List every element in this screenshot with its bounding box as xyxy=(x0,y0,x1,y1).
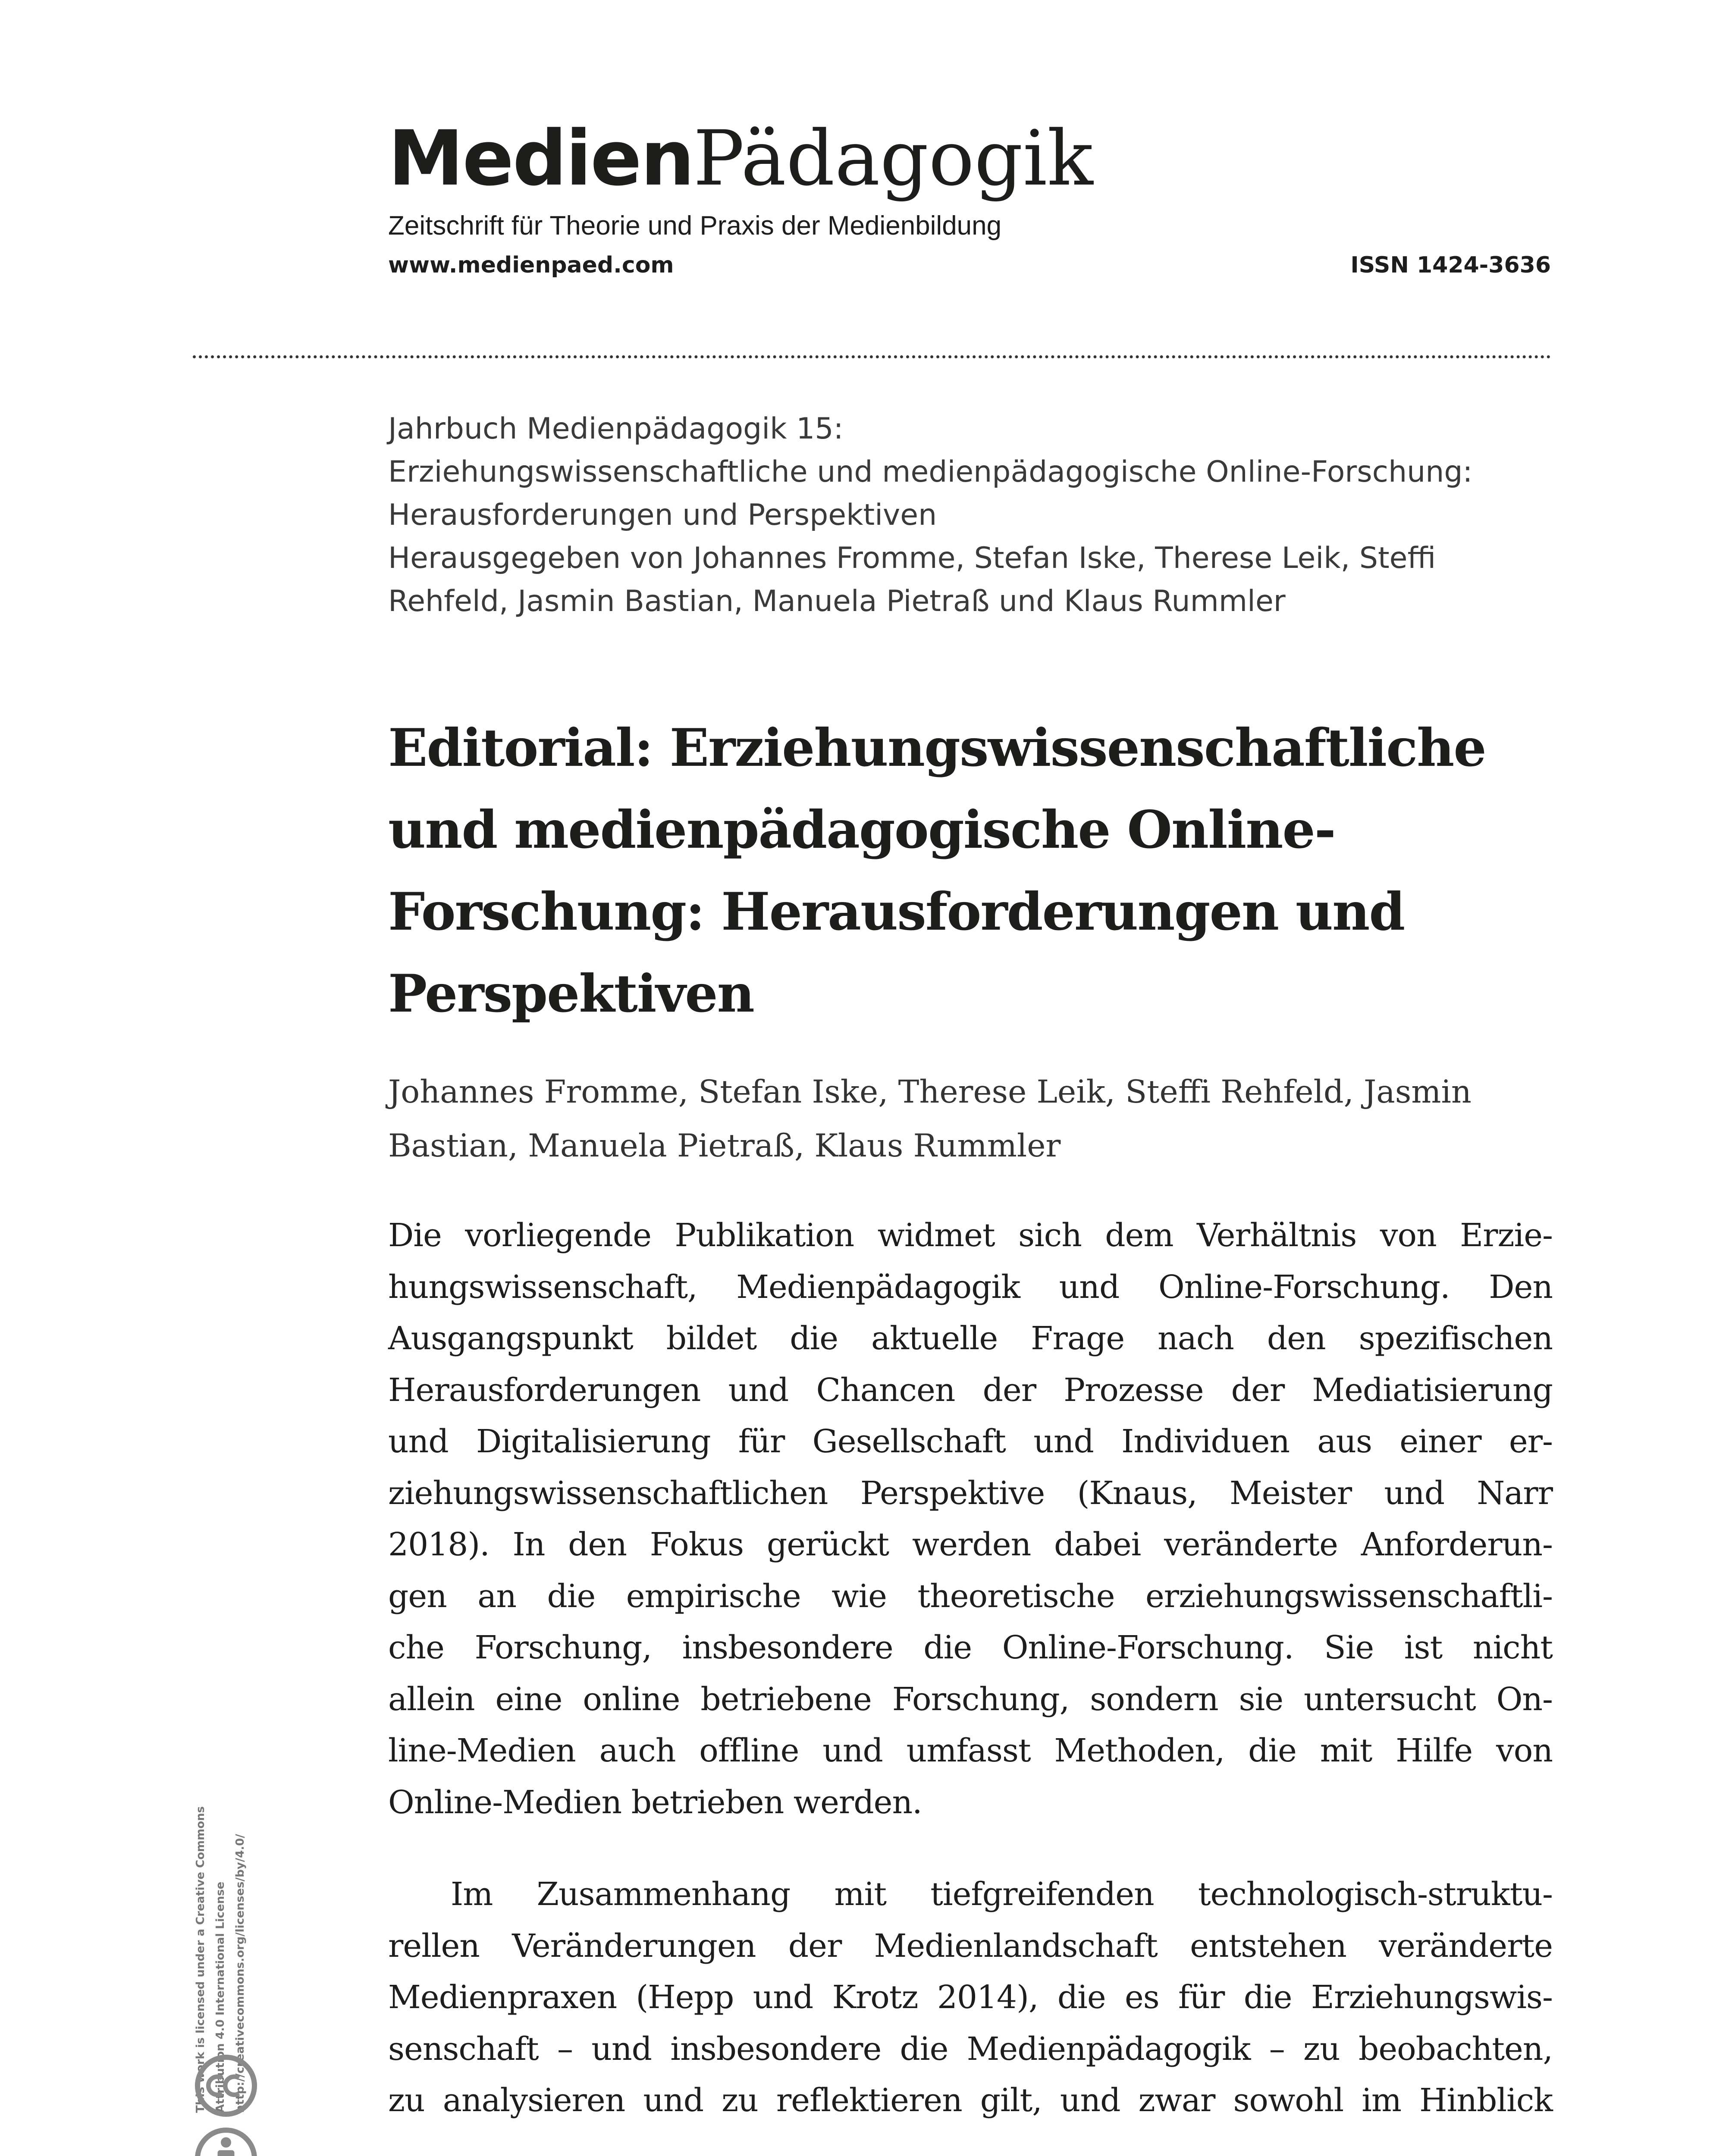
title-line: Forschung: Herausforderungen und xyxy=(388,881,1405,942)
body-paragraph-2 xyxy=(388,1869,1553,2127)
text-line: rellen Veränderungen der Medienlandschaft entstehen veränderte xyxy=(388,1927,1553,1965)
text-line: zu analysieren und zu reflektieren gilt, und zwar sowohl im Hinblick xyxy=(388,2082,1553,2119)
yearbook-line: Jahrbuch Medienpädagogik 15: xyxy=(388,412,844,446)
author-line: Johannes Fromme, Stefan Iske, Therese Leik, Steffi Rehfeld, Jasmin xyxy=(388,1074,1472,1110)
text-line: Ausgangspunkt bildet die aktuelle Frage nach den spezifischen xyxy=(388,1320,1553,1357)
text-line: gen an die empirische wie theoretische erziehungswissenschaftli- xyxy=(388,1577,1553,1615)
text-line: ziehungswissenschaftlichen Perspektive (Knaus, Meister und Narr xyxy=(388,1474,1553,1512)
text-line: und Digitalisierung für Gesellschaft und Individuen aus einer er- xyxy=(388,1423,1553,1460)
yearbook-line: Erziehungswissenschaftliche und medienpädagogische Online-Forschung: xyxy=(388,455,1473,489)
title-line: Perspektiven xyxy=(388,963,754,1024)
creative-commons-icon xyxy=(194,2053,258,2118)
header-divider xyxy=(193,355,1551,358)
journal-url[interactable]: www.medienpaed.com xyxy=(388,252,674,278)
text-line: allein eine online betriebene Forschung, sondern sie untersucht On- xyxy=(388,1680,1553,1718)
text-line: Die vorliegende Publikation widmet sich dem Verhältnis von Erzie- xyxy=(388,1217,1553,1254)
text-line: 2018). In den Fokus gerückt werden dabei veränderte Anforderun- xyxy=(388,1526,1553,1563)
yearbook-line: Rehfeld, Jasmin Bastian, Manuela Pietraß und Klaus Rummler xyxy=(388,584,1286,618)
article-title xyxy=(388,707,1553,1035)
logo-regular-part: Pädagogik xyxy=(693,114,1093,203)
body-paragraph-1 xyxy=(388,1210,1553,1828)
license-line[interactable]: http://creativecommons.org/licenses/by/4.0/ xyxy=(234,1834,247,2113)
yearbook-info xyxy=(388,407,1553,623)
text-line: Medienpraxen (Hepp und Krotz 2014), die es für die Erziehungswis- xyxy=(388,1979,1553,2016)
journal-issn: ISSN 1424-3636 xyxy=(1350,252,1551,278)
journal-logo xyxy=(388,114,1093,203)
text-line: hungswissenschaft, Medienpädagogik und Online-Forschung. Den xyxy=(388,1268,1553,1306)
title-line: Editorial: Erziehungswissenschaftliche xyxy=(388,718,1486,778)
yearbook-line: Herausgegeben von Johannes Fromme, Stefan Iske, Therese Leik, Steffi xyxy=(388,541,1436,575)
license-line: This work is licensed under a Creative Commons xyxy=(194,1806,207,2113)
text-line: Im Zusammenhang mit tiefgreifenden technologisch-struktu- xyxy=(451,1876,1553,1913)
author-line: Bastian, Manuela Pietraß, Klaus Rummler xyxy=(388,1128,1061,1164)
text-line: Online-Medien betrieben werden. xyxy=(388,1783,922,1821)
yearbook-line: Herausforderungen und Perspektiven xyxy=(388,498,937,532)
attribution-person-icon xyxy=(194,2126,258,2156)
title-line: und medienpädagogische Online- xyxy=(388,799,1335,860)
text-line: senschaft – und insbesondere die Medienpädagogik – zu beobachten, xyxy=(388,2030,1553,2068)
journal-tagline: Zeitschrift für Theorie und Praxis der Medienbildung xyxy=(388,211,1002,241)
text-line: Herausforderungen und Chancen der Prozesse der Mediatisierung xyxy=(388,1371,1553,1409)
license-line: Attribution 4.0 International License xyxy=(214,1881,227,2113)
logo-bold-part: Medien xyxy=(388,114,693,203)
text-line: line-Medien auch offline und umfasst Methoden, die mit Hilfe von xyxy=(388,1732,1553,1769)
article-authors xyxy=(388,1065,1553,1173)
text-line: che Forschung, insbesondere die Online-Forschung. Sie ist nicht xyxy=(388,1629,1553,1666)
